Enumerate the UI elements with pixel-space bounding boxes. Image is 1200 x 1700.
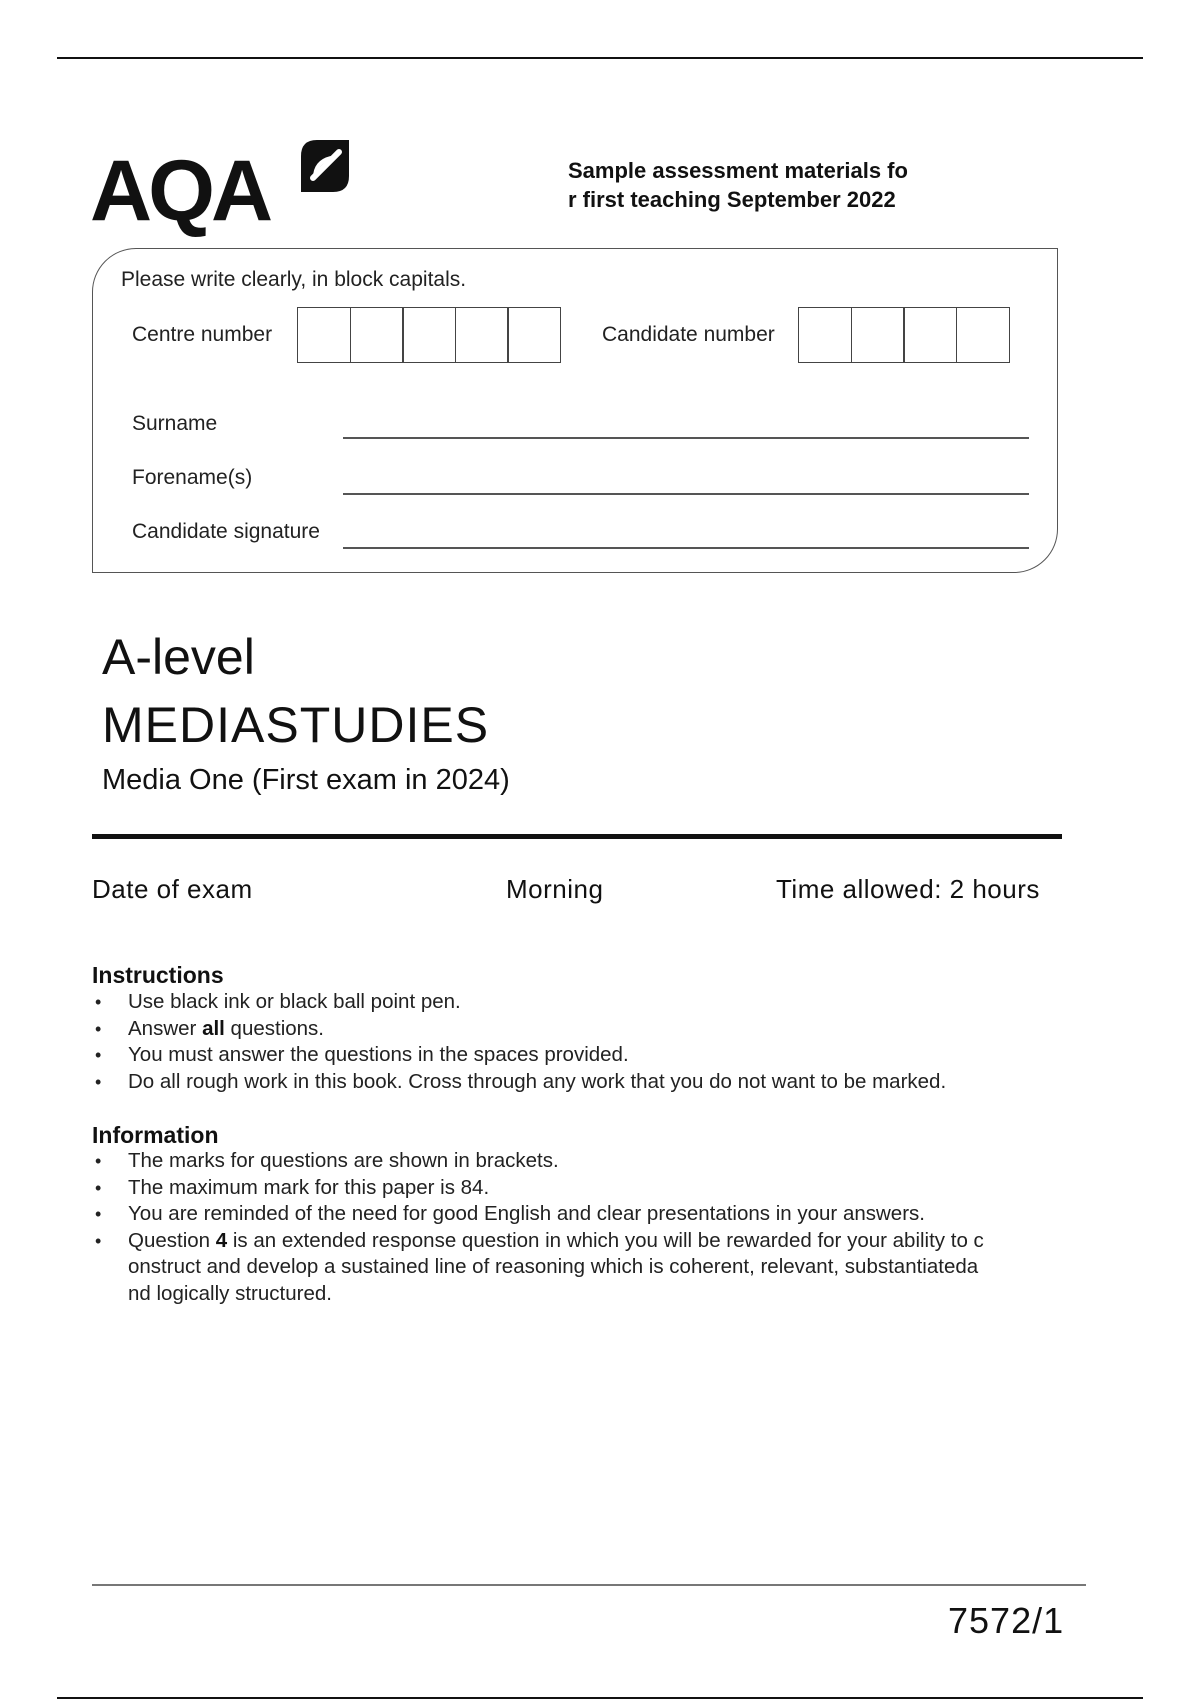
candidate-number-cell[interactable] bbox=[956, 307, 1010, 363]
centre-number-grid[interactable] bbox=[297, 307, 561, 363]
instruction-item: • Do all rough work in this book. Cross through any work that you do not want to be marked. bbox=[92, 1069, 1092, 1096]
subject-title: MEDIASTUDIES bbox=[102, 697, 490, 753]
information-item: • The marks for questions are shown in brackets. bbox=[92, 1148, 1092, 1175]
instructions-heading: Instructions bbox=[92, 962, 224, 988]
title-divider bbox=[92, 834, 1062, 839]
signature-label: Candidate signature bbox=[132, 520, 320, 543]
information-heading: Information bbox=[92, 1122, 219, 1148]
centre-number-label: Centre number bbox=[132, 323, 273, 346]
signature-field[interactable] bbox=[343, 547, 1029, 549]
top-rule bbox=[57, 57, 1143, 59]
candidate-number-grid[interactable] bbox=[798, 307, 1010, 363]
centre-number-cell[interactable] bbox=[297, 307, 351, 363]
aqa-logo-text: AQA bbox=[90, 143, 270, 239]
candidate-number-cell[interactable] bbox=[903, 307, 957, 363]
instruction-item: • Answer all questions. bbox=[92, 1016, 1092, 1043]
centre-number-cell[interactable] bbox=[507, 307, 561, 363]
information-item: • The maximum mark for this paper is 84. bbox=[92, 1175, 1092, 1202]
footer-rule bbox=[92, 1584, 1086, 1586]
exam-date: Date of exam bbox=[92, 874, 253, 904]
sample-notice: Sample assessment materials fo r first teaching September 2022 bbox=[568, 158, 908, 212]
instructions-list bbox=[92, 989, 1092, 1095]
aqa-logo bbox=[90, 130, 355, 239]
bottom-rule bbox=[57, 1697, 1143, 1699]
information-item: • Question 4 is an extended response question in which you will be rewarded for your ability to c onstruct and develop a sustained line of reasoning which is coherent, relevant, substantiateda nd logically structured. bbox=[92, 1228, 1092, 1308]
block-capitals-prompt: Please write clearly, in block capitals. bbox=[121, 268, 467, 291]
surname-label: Surname bbox=[132, 412, 218, 435]
forenames-field[interactable] bbox=[343, 493, 1029, 495]
exam-session: Morning bbox=[506, 874, 604, 904]
candidate-number-cell[interactable] bbox=[851, 307, 905, 363]
qualification-level: A-level bbox=[102, 629, 255, 685]
instruction-item: • You must answer the questions in the spaces provided. bbox=[92, 1042, 1092, 1069]
time-allowed: Time allowed: 2 hours bbox=[776, 874, 1040, 904]
centre-number-cell[interactable] bbox=[350, 307, 404, 363]
surname-field[interactable] bbox=[343, 437, 1029, 439]
paper-title: Media One (First exam in 2024) bbox=[102, 764, 510, 796]
paper-code: 7572/1 bbox=[948, 1600, 1065, 1641]
aqa-leaf-icon bbox=[295, 134, 353, 196]
candidate-number-cell[interactable] bbox=[798, 307, 852, 363]
forenames-label: Forename(s) bbox=[132, 466, 253, 489]
information-item: • You are reminded of the need for good English and clear presentations in your answers. bbox=[92, 1201, 1092, 1228]
information-list bbox=[92, 1148, 1092, 1307]
centre-number-cell[interactable] bbox=[455, 307, 509, 363]
centre-number-cell[interactable] bbox=[402, 307, 456, 363]
instruction-item: • Use black ink or black ball point pen. bbox=[92, 989, 1092, 1016]
candidate-number-label: Candidate number bbox=[602, 323, 775, 346]
